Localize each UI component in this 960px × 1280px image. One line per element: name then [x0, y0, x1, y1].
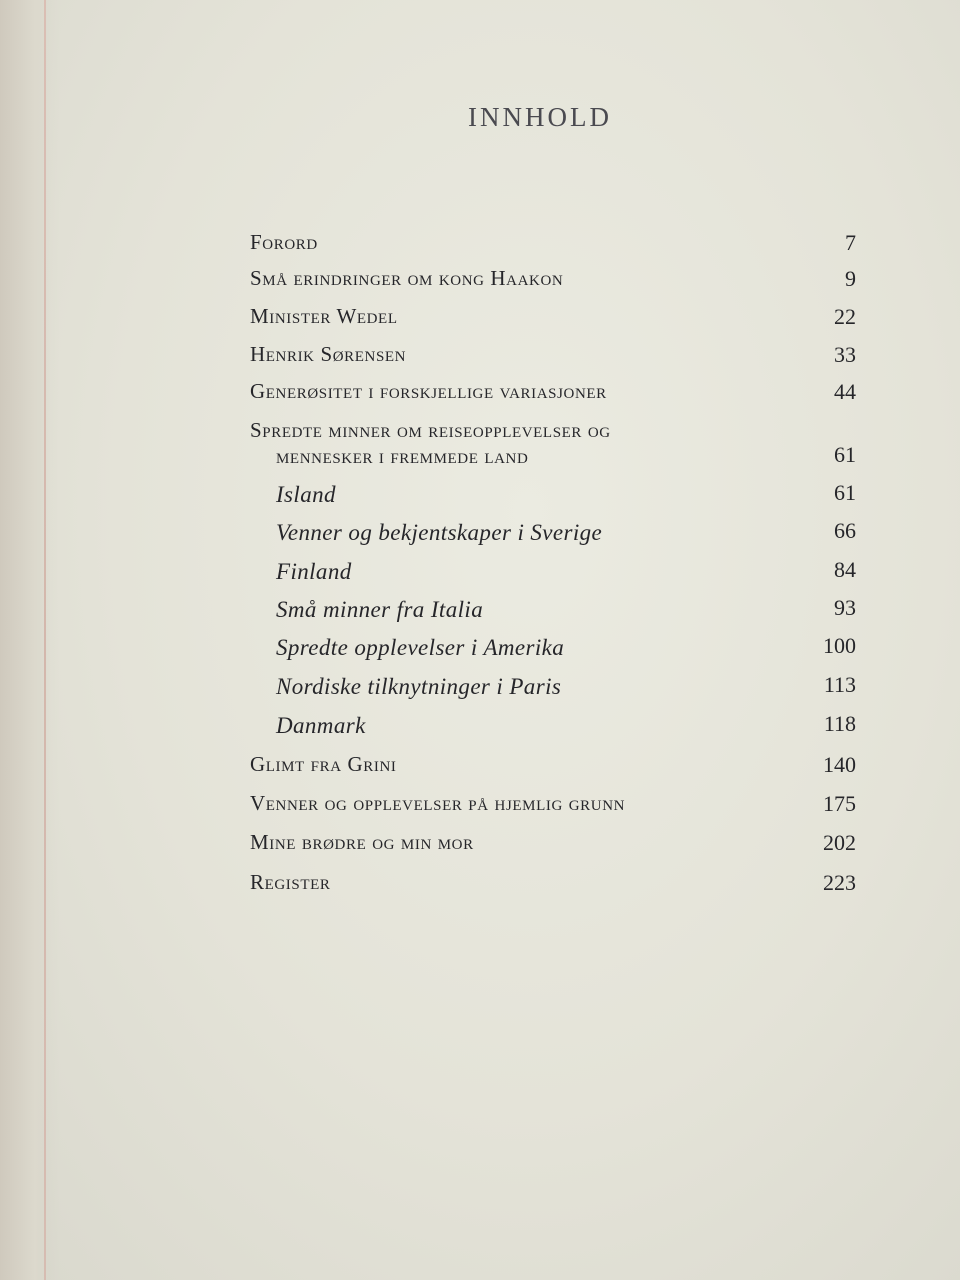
toc-entry	[250, 418, 860, 468]
toc-subentry-title: Venner og bekjentskaper i Sverige	[276, 520, 603, 545]
toc-subentry-title: Danmark	[276, 713, 366, 738]
page-title: INNHOLD	[468, 102, 612, 132]
toc-entry	[250, 870, 860, 904]
toc-entry-title: Mine brødre og min mor	[250, 830, 474, 854]
toc-entry-page: 175	[823, 791, 856, 816]
toc-entry-title: Register	[250, 870, 331, 894]
toc-entry-title: Generøsitet i forskjellige variasjoner	[250, 379, 607, 403]
toc-entry-page: 22	[834, 304, 856, 329]
toc-entry-title: Henrik Sørensen	[250, 342, 407, 366]
toc-entry-title: Venner og opplevelser på hjemlig grunn	[250, 791, 626, 815]
toc-entry-page: 100	[823, 633, 856, 658]
toc-subentry-title: Nordiske tilknytninger i Paris	[276, 674, 562, 699]
toc-entry-page: 66	[834, 518, 856, 543]
page-edge	[44, 0, 46, 1280]
toc-entry-page: 118	[823, 711, 856, 736]
toc-entry-page: 84	[834, 557, 856, 582]
toc-entry	[250, 304, 860, 338]
toc-entry-page: 33	[834, 342, 856, 367]
toc-subentry	[250, 674, 860, 708]
toc-entry-page: 93	[834, 595, 856, 620]
toc-entry-page: 7	[845, 230, 856, 255]
toc-entry	[250, 342, 860, 376]
toc-entry	[250, 266, 860, 300]
toc-entry-page: 61	[834, 442, 856, 467]
toc-subentry	[250, 559, 860, 593]
toc-entry	[250, 230, 860, 264]
toc-subentry	[250, 713, 860, 747]
toc-entry	[250, 791, 860, 825]
toc-entry-page: 61	[834, 480, 856, 505]
toc-entry-page: 223	[823, 870, 856, 895]
toc-entry-page: 44	[834, 379, 856, 404]
toc-entry	[250, 752, 860, 786]
toc-subentry	[250, 597, 860, 631]
toc-entry-page: 9	[845, 266, 856, 291]
toc-entry-title: Spredte minner om reiseopplevelser og	[250, 418, 611, 442]
toc-subentry-title: Spredte opplevelser i Amerika	[276, 635, 565, 660]
toc-subentry-title: Små minner fra Italia	[276, 597, 484, 622]
toc-subentry	[250, 482, 860, 516]
toc-entry-page: 202	[823, 830, 856, 855]
toc-entry-title: Små erindringer om kong Haakon	[250, 266, 564, 290]
toc-entry-title: Forord	[250, 230, 318, 254]
toc-entry	[250, 830, 860, 864]
toc-subentry-title: Finland	[276, 559, 352, 584]
toc-subentry	[250, 635, 860, 669]
toc-entry	[250, 379, 860, 413]
toc-entry-title-continued: mennesker i fremmede land	[276, 444, 529, 468]
toc-entry-title: Minister Wedel	[250, 304, 398, 328]
toc-subentry-title: Island	[276, 482, 336, 507]
spine-shadow	[0, 0, 50, 1280]
toc-subentry	[250, 520, 860, 554]
toc-entry-page: 113	[823, 672, 856, 697]
toc-entry-page: 140	[823, 752, 856, 777]
toc-entry-title: Glimt fra Grini	[250, 752, 397, 776]
